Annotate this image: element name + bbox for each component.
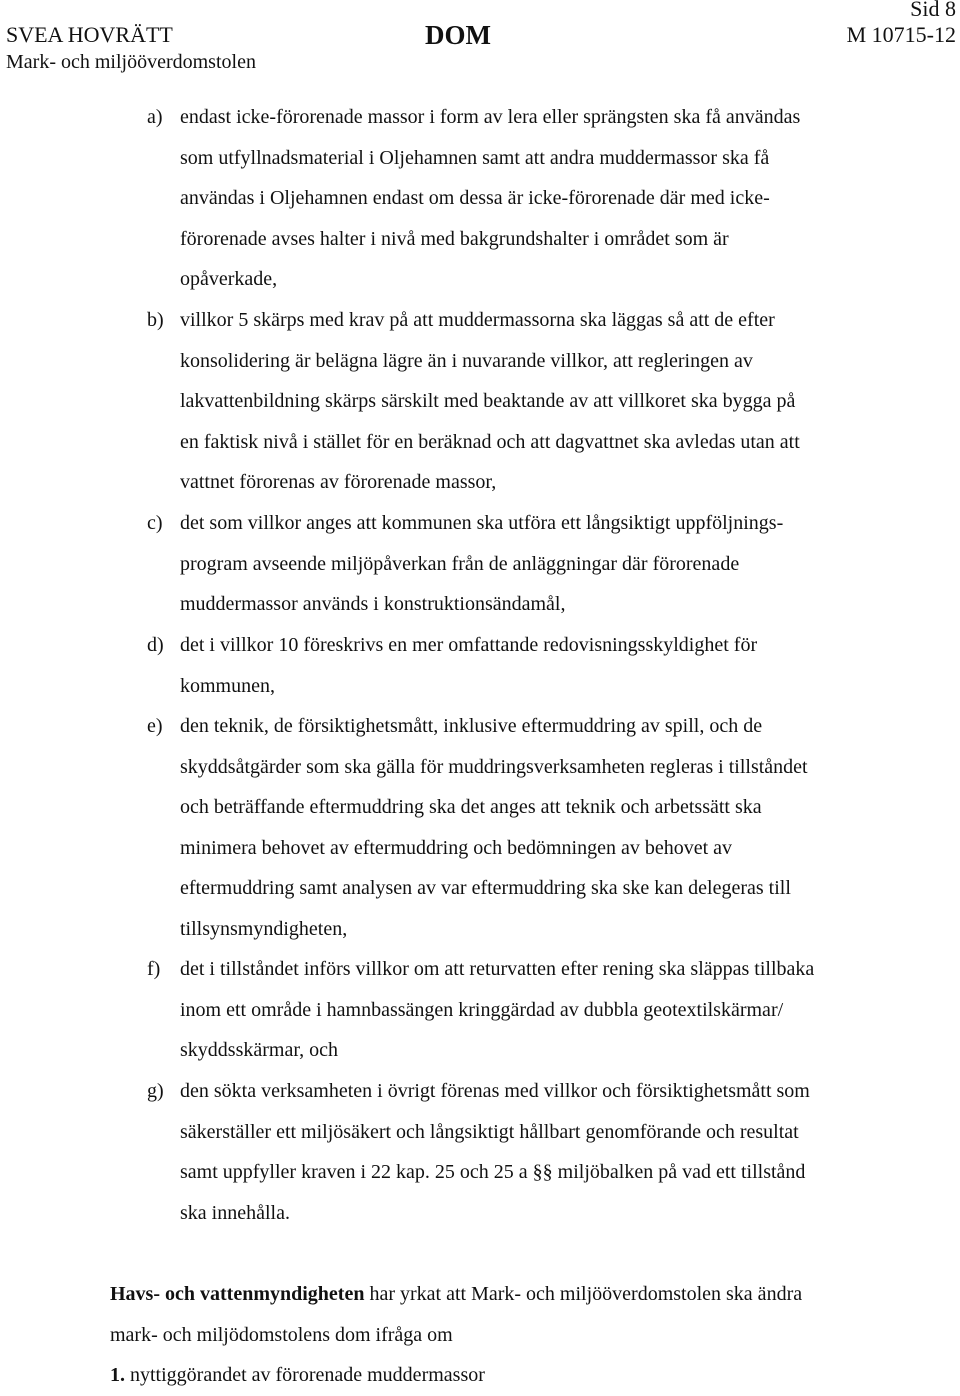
- court-name: SVEA HOVRÄTT: [6, 22, 173, 47]
- claim-text: [180, 625, 930, 706]
- claim-text-line: skyddsåtgärder som ska gälla för muddringsverksamheten regleras i tillståndet: [180, 755, 808, 778]
- claim-text: [180, 300, 930, 503]
- claim-text-line: program avseende miljöpåverkan från de anläggningar där förorenade: [180, 552, 740, 575]
- claim-letter: a): [147, 106, 163, 128]
- claim-text: [180, 706, 930, 949]
- claim-text-line: den teknik, de försiktighetsmått, inklusive eftermuddring av spill, och de: [180, 715, 763, 737]
- claim-text: [180, 1071, 930, 1233]
- document-type: DOM: [425, 20, 491, 50]
- claim-letter: c): [147, 512, 163, 534]
- claim-text-line: opåverkade,: [180, 268, 278, 290]
- claim-text-line: det som villkor anges att kommunen ska utföra ett långsiktigt uppföljnings-: [180, 512, 784, 534]
- claim-letter: e): [147, 715, 163, 737]
- claim-text-line: tillsynsmyndigheten,: [180, 917, 348, 940]
- page-number: Sid 8: [910, 0, 956, 21]
- claim-text-line: som utfyllnadsmaterial i Oljehamnen samt att andra muddermassor ska få: [180, 146, 770, 169]
- authority-name: Havs- och vattenmyndigheten: [110, 1283, 365, 1305]
- claim-letter: g): [147, 1080, 164, 1102]
- claim-text-line: vattnet förorenas av förorenade massor,: [180, 471, 497, 493]
- court-division: Mark- och miljööverdomstolen: [6, 51, 256, 73]
- claim-text-line: användas i Oljehamnen endast om dessa är icke-förorenade där med icke-: [180, 187, 770, 209]
- claim-text-line: kommunen,: [180, 674, 275, 697]
- claim-text-line: endast icke-förorenade massor i form av lera eller sprängsten ska få användas: [180, 106, 801, 128]
- claim-text-line: det i villkor 10 föreskrivs en mer omfattande redovisningsskyldighet för: [180, 634, 758, 656]
- case-number: M 10715-12: [846, 22, 956, 47]
- claim-letter: d): [147, 634, 164, 656]
- closing-paragraph: [110, 1274, 940, 1396]
- claim-text-line: en faktisk nivå i stället för en beräknad och att dagvattnet ska avledas utan att: [180, 430, 800, 453]
- claim-text: [180, 949, 930, 1071]
- claim-letter: b): [147, 309, 164, 331]
- claim-text-line: lakvattenbildning skärps särskilt med beaktande av att villkoret ska bygga på: [180, 390, 796, 412]
- closing-line-1: har yrkat att Mark- och miljööverdomstolen ska ändra: [364, 1283, 803, 1305]
- claim-text-line: inom ett område i hamnbassängen kringgärdad av dubbla geotextilskärmar/: [180, 998, 784, 1021]
- claim-text: [180, 97, 930, 300]
- point-number: 1.: [110, 1364, 125, 1386]
- claim-text-line: ska innehålla.: [180, 1201, 290, 1224]
- claim-text-line: det i tillståndet införs villkor om att returvatten efter rening ska släppas tillbaka: [180, 958, 815, 980]
- closing-line-2: mark- och miljödomstolens dom ifråga om: [110, 1323, 453, 1346]
- claim-text-line: eftermuddring samt analysen av var eftermuddring ska ske kan delegeras till: [180, 877, 791, 899]
- claim-text-line: samt uppfyller kraven i 22 kap. 25 och 25 a §§ miljöbalken på vad ett tillstånd: [180, 1161, 806, 1183]
- claim-text-line: skyddsskärmar, och: [180, 1039, 339, 1061]
- claim-text-line: förorenade avses halter i nivå med bakgrundshalter i området som är: [180, 227, 729, 250]
- claim-text-line: säkerställer ett miljösäkert och långsiktigt hållbart genomförande och resultat: [180, 1120, 799, 1143]
- claim-letter: f): [147, 958, 161, 980]
- claim-text-line: minimera behovet av eftermuddring och bedömningen av behovet av: [180, 836, 733, 859]
- claim-text-line: konsolidering är belägna lägre än i nuvarande villkor, att regleringen av: [180, 349, 753, 372]
- claim-text-line: och beträffande eftermuddring ska det anges att teknik och arbetssätt ska: [180, 796, 762, 818]
- point-text: nyttiggörandet av förorenade muddermassor: [125, 1364, 485, 1386]
- claim-text-line: villkor 5 skärps med krav på att muddermassorna ska läggas så att de efter: [180, 309, 775, 331]
- claim-text: [180, 503, 930, 625]
- claim-text-line: den sökta verksamheten i övrigt förenas med villkor och försiktighetsmått som: [180, 1080, 810, 1102]
- claim-text-line: muddermassor används i konstruktionsändamål,: [180, 593, 566, 615]
